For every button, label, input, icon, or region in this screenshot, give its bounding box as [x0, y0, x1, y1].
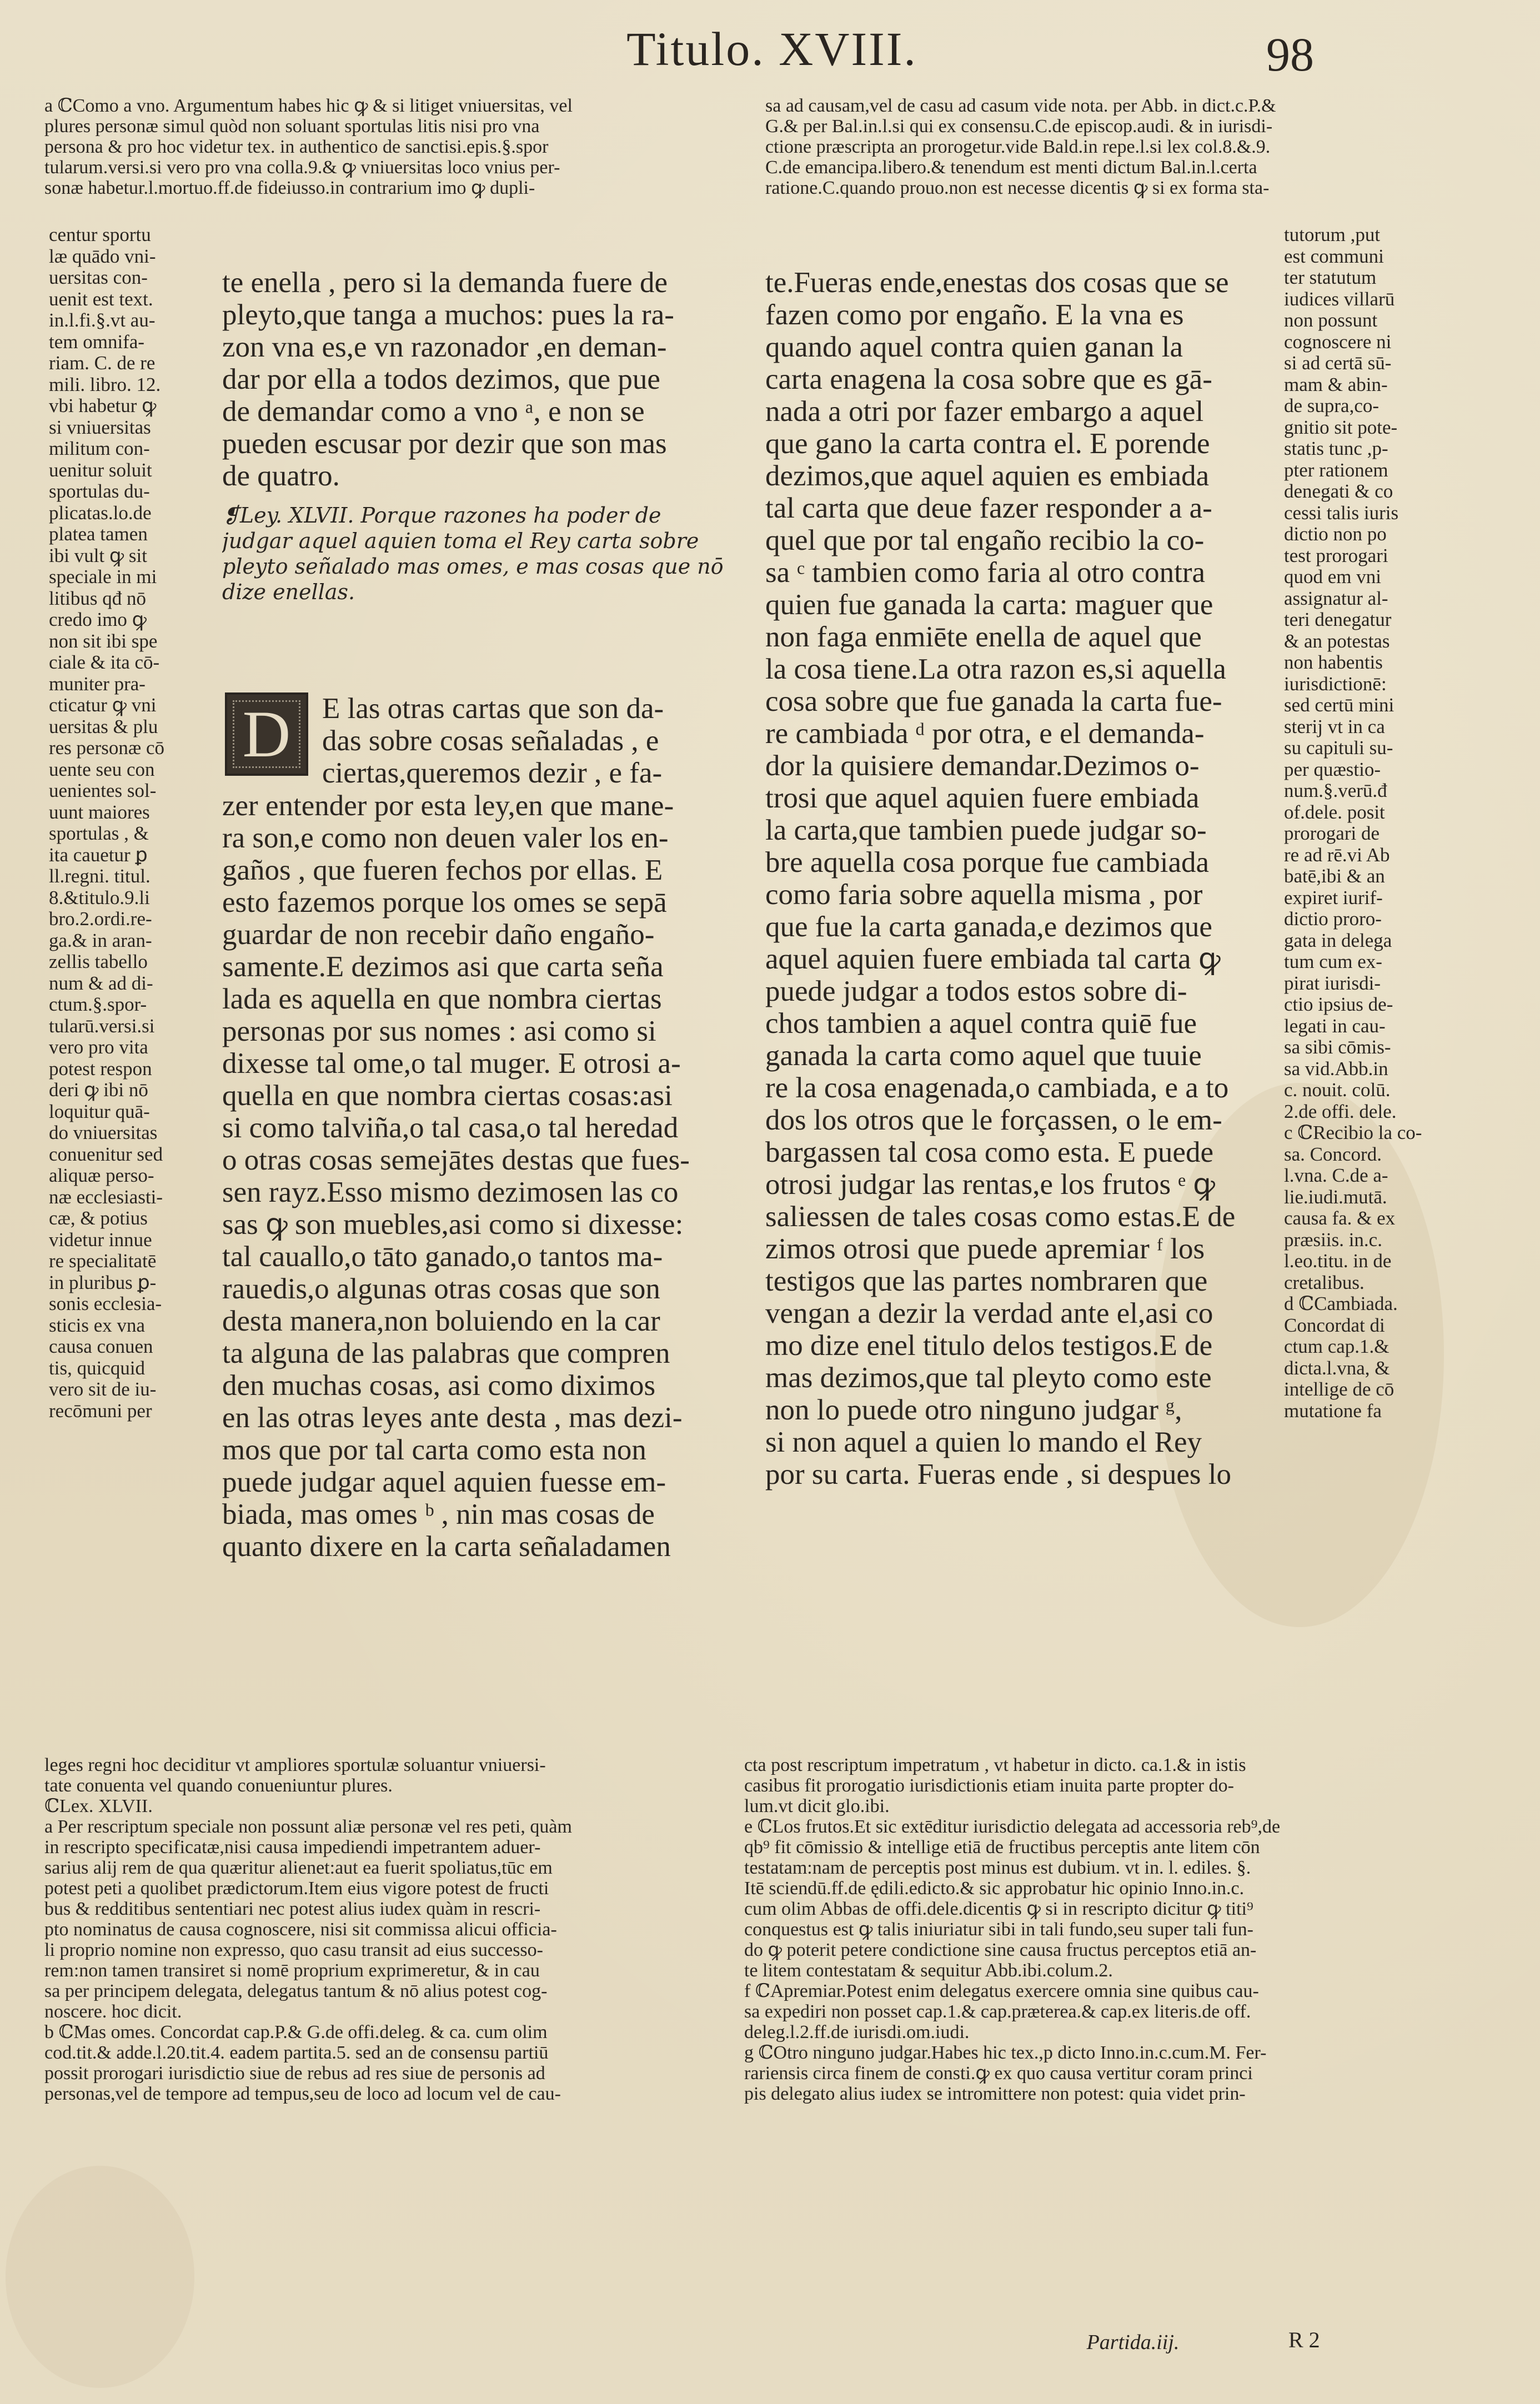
- gloss-line: plures personæ simul quòd non soluant sportulas litis nisi pro vna: [44, 116, 540, 137]
- text-line: vengan a dezir la verdad ante el,asi co: [765, 1297, 1213, 1329]
- folio-number: 98: [1266, 28, 1314, 81]
- text-line: samente.E dezimos asi que carta seña: [222, 951, 664, 983]
- side-gloss-line: sticis ex vna: [49, 1314, 146, 1336]
- side-gloss-line: num & ad di-: [49, 972, 153, 994]
- text-line: non lo puede otro ninguno judgar ᵍ,: [765, 1394, 1182, 1426]
- footnote-line: cum olim Abbas de offi.dele.dicentis ꝙ si in rescripto dicitur ꝙ titi⁹: [744, 1899, 1253, 1919]
- footnote-line: bus & redditibus sententiari nec potest alius iudex quàm in rescri-: [44, 1899, 541, 1919]
- side-gloss-line: l.vna. C.de a-: [1284, 1165, 1388, 1186]
- footnote-gloss-left: [44, 1755, 739, 2104]
- side-gloss-line: test prorogari: [1284, 545, 1388, 566]
- side-gloss-line: sed certū mini: [1284, 695, 1394, 716]
- catchword: Partida.iij.: [1086, 2331, 1180, 2354]
- gloss-line: ratione.C.quando prouo.non est necesse dicentis ꝙ si ex forma sta-: [765, 178, 1270, 198]
- text-line: te enella , pero si la demanda fuere de: [222, 267, 668, 299]
- text-line: ra son,e como non deuen valer los en-: [222, 822, 669, 854]
- text-line: trosi que aquel aquien fuere embiada: [765, 782, 1200, 814]
- side-gloss-line: pirat iurisdi-: [1284, 972, 1381, 994]
- side-gloss-line: ita cauetur ꝑ: [49, 844, 148, 866]
- initial-ornament: [233, 700, 300, 768]
- side-gloss-line: 8.&titulo.9.li: [49, 887, 150, 909]
- side-gloss-line: in.l.fi.§.vt au-: [49, 310, 155, 331]
- text-line: mos que por tal carta como esta non: [222, 1434, 646, 1466]
- side-gloss-line: ctum cap.1.&: [1284, 1336, 1389, 1357]
- side-gloss-line: causa conuen: [49, 1336, 153, 1357]
- side-gloss-line: l.eo.titu. in de: [1284, 1251, 1392, 1272]
- gloss-line: tularum.versi.si vero pro vna colla.9.& ꝙ vniuersitas loco vnius per-: [44, 157, 560, 178]
- side-gloss-line: plicatas.lo.de: [49, 502, 152, 524]
- footnote-line: deleg.l.2.ff.de iurisdi.om.iudi.: [744, 2022, 970, 2042]
- gloss-line: ctione præscripta an prorogetur.vide Bald.in repe.l.si lex col.8.&.9.: [765, 137, 1271, 157]
- side-gloss-line: legati in cau-: [1284, 1015, 1386, 1037]
- side-gloss-line: batē,ibi & an: [1284, 866, 1385, 887]
- law-heading: [222, 503, 750, 605]
- text-line: mas dezimos,que tal pleyto como este: [765, 1362, 1212, 1394]
- side-gloss-line: dictio non po: [1284, 524, 1387, 545]
- text-line: si como talviña,o tal casa,o tal heredad: [222, 1112, 679, 1144]
- side-gloss-line: re ad rē.vi Ab: [1284, 844, 1390, 866]
- footnote-line: in rescripto specificatæ,nisi causa impediendi impetrantem aduer-: [44, 1837, 541, 1858]
- text-line: chos tambien a aquel contra quiē fue: [765, 1007, 1197, 1040]
- side-gloss-line: potest respon: [49, 1058, 152, 1080]
- side-gloss-line: sportulas , &: [49, 823, 149, 844]
- side-gloss-line: de supra,co-: [1284, 395, 1380, 416]
- side-gloss-line: uenit est text.: [49, 288, 153, 310]
- side-gloss-line: sa. Concord.: [1284, 1143, 1382, 1165]
- text-line: como faria sobre aquella misma , por: [765, 879, 1203, 911]
- side-gloss-line: conuenitur sed: [49, 1143, 163, 1165]
- text-line: la cosa tiene.La otra razon es,si aquella: [765, 653, 1226, 685]
- right-side-gloss: [1284, 224, 1462, 1422]
- text-line: esto fazemos porque los omes se sepā: [222, 886, 667, 919]
- side-gloss-line: uersitas con-: [49, 267, 148, 288]
- footnote-line: potest peti a quolibet prædictorum.Item eius vigore potest de fructi: [44, 1878, 549, 1899]
- footnote-line: ℂLex. XLVII.: [44, 1796, 153, 1816]
- text-line: te.Fueras ende,enestas dos cosas que se: [765, 267, 1229, 299]
- gloss-line: a ℂComo a vno. Argumentum habes hic ꝙ & si litiget vniuersitas, vel: [44, 96, 573, 116]
- footnote-line: Itē sciendū.ff.de ędili.edicto.& sic approbatur hic opinio Inno.in.c.: [744, 1878, 1245, 1899]
- footnote-gloss-right: [744, 1755, 1466, 2104]
- initial-letter: D: [242, 697, 291, 771]
- side-gloss-line: militum con-: [49, 438, 150, 459]
- text-line: en las otras leyes ante desta , mas dezi-: [222, 1402, 683, 1434]
- side-gloss-line: si ad certā sū-: [1284, 353, 1392, 374]
- side-gloss-line: & an potestas: [1284, 630, 1390, 652]
- side-gloss-line: vero pro vita: [49, 1037, 148, 1058]
- text-line: nada a otri por fazer embargo a aquel: [765, 395, 1204, 428]
- text-line: fazen como por engaño. E la vna es: [765, 299, 1184, 331]
- law-heading-line: judgar aquel aquien toma el Rey carta sobre: [222, 529, 699, 553]
- text-line: puede judgar aquel aquien fuesse em-: [222, 1466, 666, 1498]
- footnote-line: sarius alij rem de qua quæritur alienet:aut ea fuerit spoliatus,tūc em: [44, 1858, 553, 1878]
- gloss-line: G.& per Bal.in.l.si qui ex consensu.C.de episcop.audi. & in iurisdi-: [765, 116, 1273, 137]
- side-gloss-line: gnitio sit pote-: [1284, 416, 1398, 438]
- side-gloss-line: recōmuni per: [49, 1400, 152, 1422]
- side-gloss-line: teri denegatur: [1284, 609, 1392, 630]
- side-gloss-line: videtur innue: [49, 1229, 152, 1251]
- side-gloss-line: cretalibus.: [1284, 1272, 1365, 1293]
- side-gloss-line: loquitur quā-: [49, 1101, 150, 1122]
- text-line: den muchas cosas, asi como diximos: [222, 1369, 656, 1402]
- text-line: dar por ella a todos dezimos, que pue: [222, 363, 660, 395]
- side-gloss-line: sterij vt in ca: [1284, 716, 1385, 737]
- text-line: pueden escusar por dezir que son mas: [222, 428, 667, 460]
- side-gloss-line: num.§.verū.đ: [1284, 780, 1387, 801]
- footnote-line: tate conuenta vel quando conueniuntur plures.: [44, 1775, 393, 1796]
- text-line: cosa sobre que fue ganada la carta fue-: [765, 685, 1222, 717]
- text-line: ganada la carta como aquel que tuuie: [765, 1040, 1202, 1072]
- side-gloss-line: re specialitatē: [49, 1251, 157, 1272]
- side-gloss-line: riam. C. de re: [49, 353, 155, 374]
- main-text-right: [765, 267, 1271, 1490]
- text-line: guardar de non recebir daño engaño-: [222, 919, 655, 951]
- top-gloss-left: [44, 96, 739, 198]
- law-heading-line: dize enellas.: [222, 580, 355, 604]
- footnote-line: noscere. hoc dicit.: [44, 2001, 182, 2022]
- side-gloss-line: sonis ecclesia-: [49, 1293, 162, 1314]
- text-line: lada es aquella en que nombra ciertas: [222, 983, 662, 1015]
- side-gloss-line: litibus qđ nō: [49, 588, 147, 609]
- footnote-line: rariensis circa finem de consti.ꝙ ex quo causa vertitur coram princi: [744, 2063, 1253, 2084]
- side-gloss-line: non possunt: [1284, 310, 1378, 331]
- footnote-line: pto nominatus de causa cognoscere, nisi sit commissa alicui officia-: [44, 1919, 557, 1940]
- text-line: aquel aquien fuere embiada tal carta ꝙ: [765, 943, 1221, 975]
- text-line: por su carta. Fueras ende , si despues lo: [765, 1458, 1231, 1490]
- text-line: pleyto,que tanga a muchos: pues la ra-: [222, 299, 674, 331]
- text-line: dor la quisiere demandar.Dezimos o-: [765, 750, 1200, 782]
- side-gloss-line: cognoscere ni: [1284, 331, 1392, 353]
- footnote-line: f ℂApremiar.Potest enim delegatus exercere omnia sine quibus cau-: [744, 1981, 1259, 2001]
- footnote-line: a Per rescriptum speciale non possunt aliæ personæ vel res peti, quàm: [44, 1816, 572, 1837]
- gloss-line: sa ad causam,vel de casu ad casum vide nota. per Abb. in dict.c.P.&: [765, 96, 1276, 116]
- text-line: que gano la carta contra el. E porende: [765, 428, 1210, 460]
- footnote-line: personas,vel de tempore ad tempus,seu de loco ad locum vel de cau-: [44, 2084, 561, 2104]
- footnote-line: conquestus est ꝙ talis iniuriatur sibi in tali fundo,seu super tali fun-: [744, 1919, 1253, 1940]
- side-gloss-line: bro.2.ordi.re-: [49, 909, 152, 930]
- text-line: carta enagena la cosa sobre que es gā-: [765, 363, 1212, 395]
- side-gloss-line: prorogari de: [1284, 823, 1380, 844]
- text-line: re cambiada ᵈ por otra, e el demanda-: [765, 717, 1205, 750]
- side-gloss-line: speciale in mi: [49, 566, 157, 588]
- side-gloss-line: tularū.versi.si: [49, 1015, 155, 1037]
- text-line: si non aquel a quien lo mando el Rey: [765, 1426, 1202, 1458]
- side-gloss-line: non sit ibi spe: [49, 630, 158, 652]
- side-gloss-line: est communi: [1284, 245, 1384, 267]
- side-gloss-line: assignatur al-: [1284, 588, 1388, 609]
- side-gloss-line: tis, quicquid: [49, 1357, 146, 1379]
- side-gloss-line: tem omnifa-: [49, 331, 145, 353]
- text-line: zon vna es,e vn razonador ,en deman-: [222, 331, 667, 363]
- side-gloss-line: lie.iudi.mutā.: [1284, 1186, 1387, 1208]
- side-gloss-line: iudices villarū: [1284, 288, 1395, 310]
- side-gloss-line: cticatur ꝙ vni: [49, 695, 157, 716]
- footnote-line: lum.vt dicit glo.ibi.: [744, 1796, 890, 1816]
- side-gloss-line: uersitas & plu: [49, 716, 158, 737]
- side-gloss-line: ter statutum: [1284, 267, 1377, 288]
- side-gloss-line: in pluribus ꝑ-: [49, 1272, 157, 1293]
- text-line: bre aquella cosa porque fue cambiada: [765, 846, 1210, 879]
- footnote-line: possit prorogari iurisdictio siue de rebus ad res siue de personis ad: [44, 2063, 545, 2084]
- text-line: bargassen tal cosa como esta. E puede: [765, 1136, 1213, 1168]
- side-gloss-line: uunt maiores: [49, 801, 150, 823]
- footnote-line: testatam:nam de perceptis post minus est dubium. vt in. l. ediles. §.: [744, 1858, 1251, 1878]
- text-line: desta manera,non boluiendo en la car: [222, 1305, 660, 1337]
- text-line: biada, mas omes ᵇ , nin mas cosas de: [222, 1498, 655, 1530]
- side-gloss-line: Concordat di: [1284, 1314, 1385, 1336]
- side-gloss-line: statis tunc ,p-: [1284, 438, 1388, 459]
- text-line: sa ᶜ tambien como faria al otro contra: [765, 556, 1206, 589]
- text-line: quella en que nombra ciertas cosas:asi: [222, 1080, 673, 1112]
- text-line: tal carta que deue fazer responder a a-: [765, 492, 1212, 524]
- text-line: non faga enmiēte enella de aquel que: [765, 621, 1202, 653]
- text-line: puede judgar a todos estos sobre di-: [765, 975, 1187, 1007]
- text-line: testigos que las partes nombraren que: [765, 1265, 1208, 1297]
- text-line: re la cosa enagenada,o cambiada, e a to: [765, 1072, 1229, 1104]
- text-line: otrosi judgar las rentas,e los frutos ᵉ ꝙ: [765, 1168, 1215, 1201]
- text-line: rauedis,o algunas otras cosas que son: [222, 1273, 660, 1305]
- side-gloss-line: muniter pra-: [49, 673, 146, 695]
- side-gloss-line: dictio proro-: [1284, 909, 1382, 930]
- side-gloss-line: dicta.l.vna, &: [1284, 1357, 1390, 1379]
- side-gloss-line: res personæ cō: [49, 737, 165, 759]
- footnote-line: do ꝙ poterit petere condictione sine causa fructus perceptos etiā an-: [744, 1940, 1257, 1960]
- footnote-line: casibus fit prorogatio iurisdictionis etiam inuita parte propter do-: [744, 1775, 1234, 1796]
- signature-mark: R 2: [1288, 2327, 1320, 2352]
- text-line: tal cauallo,o tāto ganado,o tantos ma-: [222, 1241, 663, 1273]
- side-gloss-line: denegati & co: [1284, 481, 1393, 502]
- text-line: saliessen de tales cosas como estas.E de: [765, 1201, 1236, 1233]
- side-gloss-line: uenitur soluit: [49, 459, 152, 481]
- footnote-line: sa per principem delegata, delegatus tantum & nō alius potest cog-: [44, 1981, 548, 2001]
- text-line: zimos otrosi que puede apremiar ᶠ los: [765, 1233, 1205, 1265]
- side-gloss-line: deri ꝙ ibi nō: [49, 1080, 148, 1101]
- side-gloss-line: sportulas du-: [49, 481, 150, 502]
- footnote-line: cta post rescriptum impetratum , vt habetur in dicto. ca.1.& in istis: [744, 1755, 1246, 1775]
- side-gloss-line: ibi vult ꝙ sit: [49, 545, 148, 566]
- side-gloss-line: mam & abin-: [1284, 374, 1388, 395]
- footnote-line: sa expediri non posset cap.1.& cap.præterea.& cap.ex literis.de off.: [744, 2001, 1251, 2022]
- side-gloss-line: vbi habetur ꝙ: [49, 395, 157, 416]
- paper-stain: [6, 2166, 194, 2388]
- side-gloss-line: ll.regni. titul.: [49, 866, 151, 887]
- text-line: quel que por tal engaño recibio la co-: [765, 524, 1205, 556]
- side-gloss-line: centur sportu: [49, 224, 151, 245]
- side-gloss-line: tutorum ,put: [1284, 224, 1381, 245]
- running-title: Titulo. XVIII.: [626, 22, 917, 76]
- side-gloss-line: su capituli su-: [1284, 737, 1393, 759]
- side-gloss-line: aliquæ perso-: [49, 1165, 154, 1186]
- footnote-line: li proprio nomine non expresso, quo casu transit ad eius successo-: [44, 1940, 543, 1960]
- text-line: E las otras cartas que son da-: [322, 692, 664, 725]
- main-text-initial-lines: [322, 692, 739, 789]
- side-gloss-line: sa sibi cōmis-: [1284, 1037, 1391, 1058]
- side-gloss-line: platea tamen: [49, 524, 148, 545]
- gloss-line: persona & pro hoc videtur tex. in authentico de sanctisi.epis.§.spor: [44, 137, 549, 157]
- side-gloss-line: si vniuersitas: [49, 416, 151, 438]
- side-gloss-line: zellis tabello: [49, 951, 148, 972]
- text-line: dezimos,que aquel aquien es embiada: [765, 460, 1210, 492]
- footnote-line: b ℂMas omes. Concordat cap.P.& G.de offi.deleg. & ca. cum olim: [44, 2022, 548, 2042]
- side-gloss-line: præsiis. in.c.: [1284, 1229, 1382, 1251]
- text-line: ta alguna de las palabras que compren: [222, 1337, 670, 1369]
- footnote-line: g ℂOtro ninguno judgar.Habes hic tex.,p dicto Inno.in.c.cum.M. Fer-: [744, 2042, 1267, 2063]
- side-gloss-line: 2.de offi. dele.: [1284, 1101, 1397, 1122]
- side-gloss-line: cessi talis iuris: [1284, 502, 1399, 524]
- text-line: mo dize enel titulo delos testigos.E de: [765, 1329, 1213, 1362]
- text-line: quanto dixere en la carta señaladamen: [222, 1530, 671, 1563]
- text-line: o otras cosas semejātes destas que fues-: [222, 1144, 690, 1176]
- side-gloss-line: pter rationem: [1284, 459, 1388, 481]
- text-line: ciertas,queremos dezir , e fa-: [322, 757, 663, 789]
- text-line: de demandar como a vno ᵃ, e non se: [222, 395, 645, 428]
- side-gloss-line: vero sit de iu-: [49, 1379, 157, 1400]
- decorated-initial: [225, 692, 308, 776]
- side-gloss-line: tum cum ex-: [1284, 951, 1382, 972]
- top-gloss-right: [765, 96, 1466, 198]
- side-gloss-line: gata in delega: [1284, 930, 1392, 951]
- text-line: quien fue ganada la carta: maguer que: [765, 589, 1213, 621]
- side-gloss-line: mili. libro. 12.: [49, 374, 161, 395]
- text-line: personas por sus nomes : asi como si: [222, 1015, 656, 1047]
- law-heading-line: pleyto señalado mas omes, e mas cosas que nō: [222, 554, 724, 579]
- footnote-line: te litem contestatam & sequitur Abb.ibi.colum.2.: [744, 1960, 1113, 1981]
- text-line: de quatro.: [222, 460, 340, 492]
- side-gloss-line: iurisdictionē:: [1284, 673, 1387, 695]
- text-line: gaños , que fueren fechos por ellas. E: [222, 854, 663, 886]
- side-gloss-line: do vniuersitas: [49, 1122, 158, 1143]
- text-line: que fue la carta ganada,e dezimos que: [765, 911, 1212, 943]
- footnote-line: leges regni hoc deciditur vt ampliores sportulæ soluantur vniuersi-: [44, 1755, 546, 1775]
- side-gloss-line: intellige de cō: [1284, 1379, 1394, 1400]
- main-text-left: [222, 790, 739, 1563]
- side-gloss-line: ga.& in aran-: [49, 930, 152, 951]
- side-gloss-line: non habentis: [1284, 652, 1383, 673]
- side-gloss-line: cæ, & potius: [49, 1208, 148, 1229]
- text-line: sas ꝙ son muebles,asi como si dixesse:: [222, 1208, 684, 1241]
- footnote-line: pis delegato alius iudex se intromittere non potest: quia videt prin-: [744, 2084, 1246, 2104]
- gloss-line: sonæ habetur.l.mortuo.ff.de fideiusso.in contrarium imo ꝙ dupli-: [44, 178, 535, 198]
- text-line: das sobre cosas señaladas , e: [322, 725, 659, 757]
- footnote-line: qb⁹ fit cōmissio & intellige etiā de fructibus perceptis ante litem cōn: [744, 1837, 1260, 1858]
- side-gloss-line: læ quādo vni-: [49, 245, 156, 267]
- main-text-left-top: [222, 267, 739, 492]
- side-gloss-line: c. nouit. colū.: [1284, 1080, 1391, 1101]
- side-gloss-line: sa vid.Abb.in: [1284, 1058, 1388, 1080]
- side-gloss-line: uenientes sol-: [49, 780, 157, 801]
- side-gloss-line: expiret iurif-: [1284, 887, 1383, 909]
- text-line: sen rayz.Esso mismo dezimosen las co: [222, 1176, 679, 1208]
- text-line: la carta,que tambien puede judgar so-: [765, 814, 1207, 846]
- side-gloss-line: ctum.§.spor-: [49, 994, 147, 1015]
- text-line: dos los otros que le forçassen, o le em-: [765, 1104, 1222, 1136]
- footnote-line: cod.tit.& adde.l.20.tit.4. eadem partita.5. sed an de consensu partiū: [44, 2042, 549, 2063]
- footnote-line: rem:non tamen transiret si nomē proprium exprimeretur, & in cau: [44, 1960, 540, 1981]
- text-line: dixesse tal ome,o tal muger. E otrosi a-: [222, 1047, 681, 1080]
- side-gloss-line: causa fa. & ex: [1284, 1208, 1396, 1229]
- left-side-gloss: [49, 224, 215, 1422]
- side-gloss-line: credo imo ꝙ: [49, 609, 147, 630]
- side-gloss-line: næ ecclesiasti-: [49, 1186, 163, 1208]
- side-gloss-line: ciale & ita cō-: [49, 652, 160, 673]
- side-gloss-line: ctio ipsius de-: [1284, 994, 1393, 1015]
- text-line: zer entender por esta ley,en que mane-: [222, 790, 674, 822]
- side-gloss-line: of.dele. posit: [1284, 801, 1385, 823]
- footnote-line: e ℂLos frutos.Et sic extēditur iurisdictio delegata ad accessoria reb⁹,de: [744, 1816, 1281, 1837]
- side-gloss-line: uente seu con: [49, 759, 155, 780]
- text-line: quando aquel contra quien ganan la: [765, 331, 1183, 363]
- side-gloss-line: per quæstio-: [1284, 759, 1381, 780]
- side-gloss-line: quod em vni: [1284, 566, 1381, 588]
- gloss-line: C.de emancipa.libero.& tenendum est menti dictum Bal.in.l.certa: [765, 157, 1257, 178]
- side-gloss-line: d ℂCambiada.: [1284, 1293, 1398, 1314]
- law-heading-line: ❡Ley. XLVII. Porque razones ha poder de: [222, 503, 661, 528]
- side-gloss-line: c ℂRecibio la co-: [1284, 1122, 1422, 1143]
- side-gloss-line: mutatione fa: [1284, 1400, 1382, 1422]
